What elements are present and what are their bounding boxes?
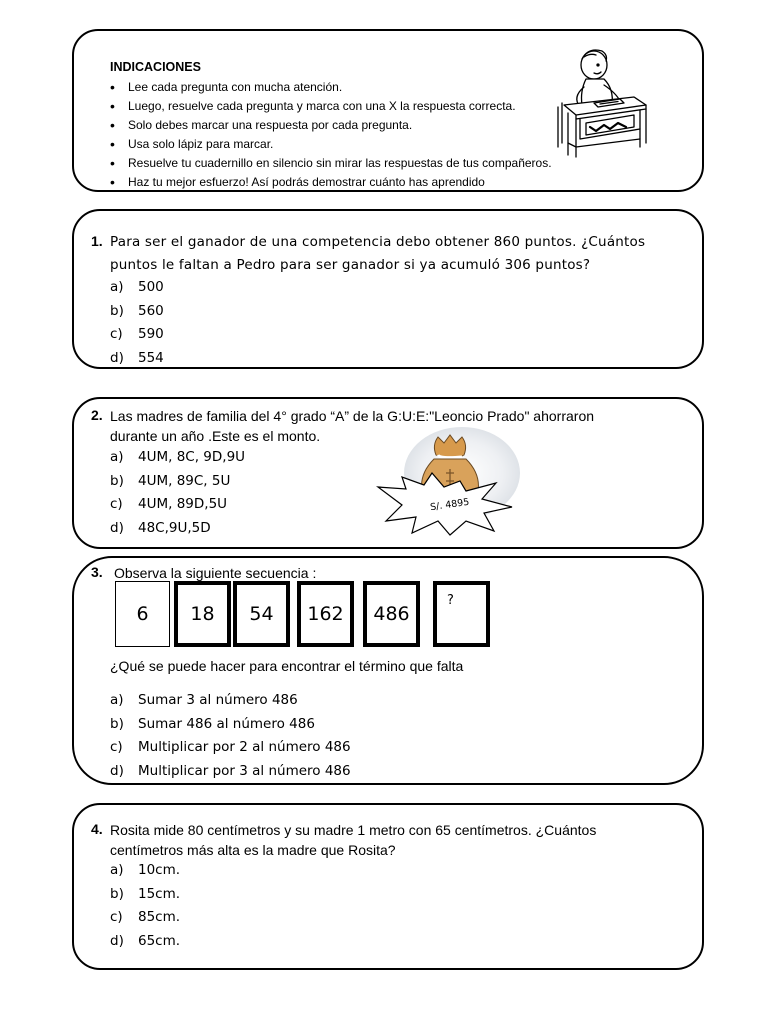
answer-option-c[interactable]: [110, 906, 180, 930]
option-letter: a): [110, 692, 124, 708]
option-letter: b): [110, 302, 124, 319]
option-text: 4UM, 89D,5U: [138, 496, 228, 512]
answer-option-d[interactable]: [110, 517, 245, 541]
option-text: 560: [138, 302, 164, 319]
question-prompt: ¿Qué se puede hacer para encontrar el término que falta: [110, 658, 464, 674]
instruction-item: • Usa solo lápiz para marcar.: [110, 135, 552, 154]
option-text: Multiplicar por 3 al número 486: [138, 762, 351, 779]
instruction-item: • Haz tu mejor esfuerzo! Así podrás demostrar cuánto has aprendido: [110, 173, 552, 192]
option-letter: b): [110, 715, 124, 732]
option-letter: c): [110, 326, 123, 342]
option-letter: a): [110, 449, 124, 465]
question-text-line: durante un año .Este es el monto.: [110, 428, 321, 444]
answer-option-d[interactable]: [110, 347, 164, 371]
question-text-line: Observa la siguiente secuencia :: [114, 565, 317, 581]
answer-option-a[interactable]: [110, 689, 351, 713]
question-number: 4.: [91, 821, 103, 837]
option-text: 500: [138, 279, 164, 295]
answer-options: [110, 276, 164, 370]
answer-option-c[interactable]: [110, 493, 245, 517]
question-number: 1.: [91, 233, 103, 249]
question-3-box: [72, 556, 704, 785]
sequence-term: 6: [115, 581, 170, 647]
question-number: 2.: [91, 407, 103, 423]
option-letter: d): [110, 349, 124, 366]
instruction-item: • Resuelve tu cuadernillo en silencio sin mirar las respuestas de tus compañeros.: [110, 154, 552, 173]
instruction-item: • Lee cada pregunta con mucha atención.: [110, 78, 552, 97]
answer-option-a[interactable]: [110, 446, 245, 470]
instructions-title: INDICACIONES: [110, 60, 201, 74]
option-text: 48C,9U,5D: [138, 519, 211, 536]
instructions-box: [72, 29, 704, 192]
answer-option-b[interactable]: [110, 883, 180, 907]
answer-option-b[interactable]: [110, 300, 164, 324]
money-amount-label: S/. 4895: [429, 496, 471, 514]
sequence-term: 54: [233, 581, 290, 647]
option-letter: a): [110, 862, 124, 878]
answer-option-b[interactable]: [110, 470, 245, 494]
instruction-item: • Luego, resuelve cada pregunta y marca con una X la respuesta correcta.: [110, 97, 552, 116]
instruction-item: • Solo debes marcar una respuesta por cada pregunta.: [110, 116, 552, 135]
instructions-list: [110, 78, 552, 192]
option-letter: c): [110, 909, 123, 925]
student-at-desk-illustration: [554, 43, 654, 163]
option-text: 554: [138, 349, 164, 366]
question-1-box: [72, 209, 704, 369]
option-text: 85cm.: [138, 909, 181, 925]
option-text: Multiplicar por 2 al número 486: [138, 739, 351, 755]
option-letter: d): [110, 519, 124, 536]
sequence-term: 486: [363, 581, 420, 647]
question-number: 3.: [91, 564, 103, 580]
answer-options: [110, 446, 245, 540]
answer-option-c[interactable]: [110, 323, 164, 347]
question-2-box: [72, 397, 704, 549]
option-text: 10cm.: [138, 862, 181, 878]
option-text: Sumar 3 al número 486: [138, 692, 298, 708]
answer-option-d[interactable]: [110, 930, 180, 954]
answer-option-b[interactable]: [110, 713, 351, 737]
option-letter: b): [110, 885, 124, 902]
answer-options: [110, 859, 180, 953]
option-letter: b): [110, 472, 124, 489]
money-bag-illustration: [376, 425, 526, 537]
sequence-missing-term: ?: [433, 581, 490, 647]
option-text: 590: [138, 326, 164, 342]
option-text: 4UM, 89C, 5U: [138, 472, 231, 489]
question-text-line: Las madres de familia del 4° grado “A” de la G:U:E:"Leoncio Prado" ahorraron: [110, 408, 595, 424]
sequence-term: 18: [174, 581, 231, 647]
option-letter: c): [110, 496, 123, 512]
option-text: Sumar 486 al número 486: [138, 715, 315, 732]
answer-option-d[interactable]: [110, 760, 351, 784]
option-letter: d): [110, 932, 124, 949]
option-text: 4UM, 8C, 9D,9U: [138, 449, 246, 465]
option-letter: c): [110, 739, 123, 755]
answer-options: [110, 689, 351, 783]
answer-option-c[interactable]: [110, 736, 351, 760]
question-text-line: Rosita mide 80 centímetros y su madre 1 metro con 65 centímetros. ¿Cuántos: [110, 822, 597, 838]
question-text-line: Para ser el ganador de una competencia debo obtener 860 puntos. ¿Cuántos: [110, 234, 646, 250]
question-text-line: puntos le faltan a Pedro para ser ganador si ya acumuló 306 puntos?: [110, 257, 591, 273]
option-text: 65cm.: [138, 932, 181, 949]
question-4-box: [72, 803, 704, 970]
sequence-term: 162: [297, 581, 354, 647]
answer-option-a[interactable]: [110, 859, 180, 883]
option-letter: d): [110, 762, 124, 779]
question-text-line: centímetros más alta es la madre que Rosita?: [110, 842, 396, 858]
option-text: 15cm.: [138, 885, 181, 902]
answer-option-a[interactable]: [110, 276, 164, 300]
option-letter: a): [110, 279, 124, 295]
